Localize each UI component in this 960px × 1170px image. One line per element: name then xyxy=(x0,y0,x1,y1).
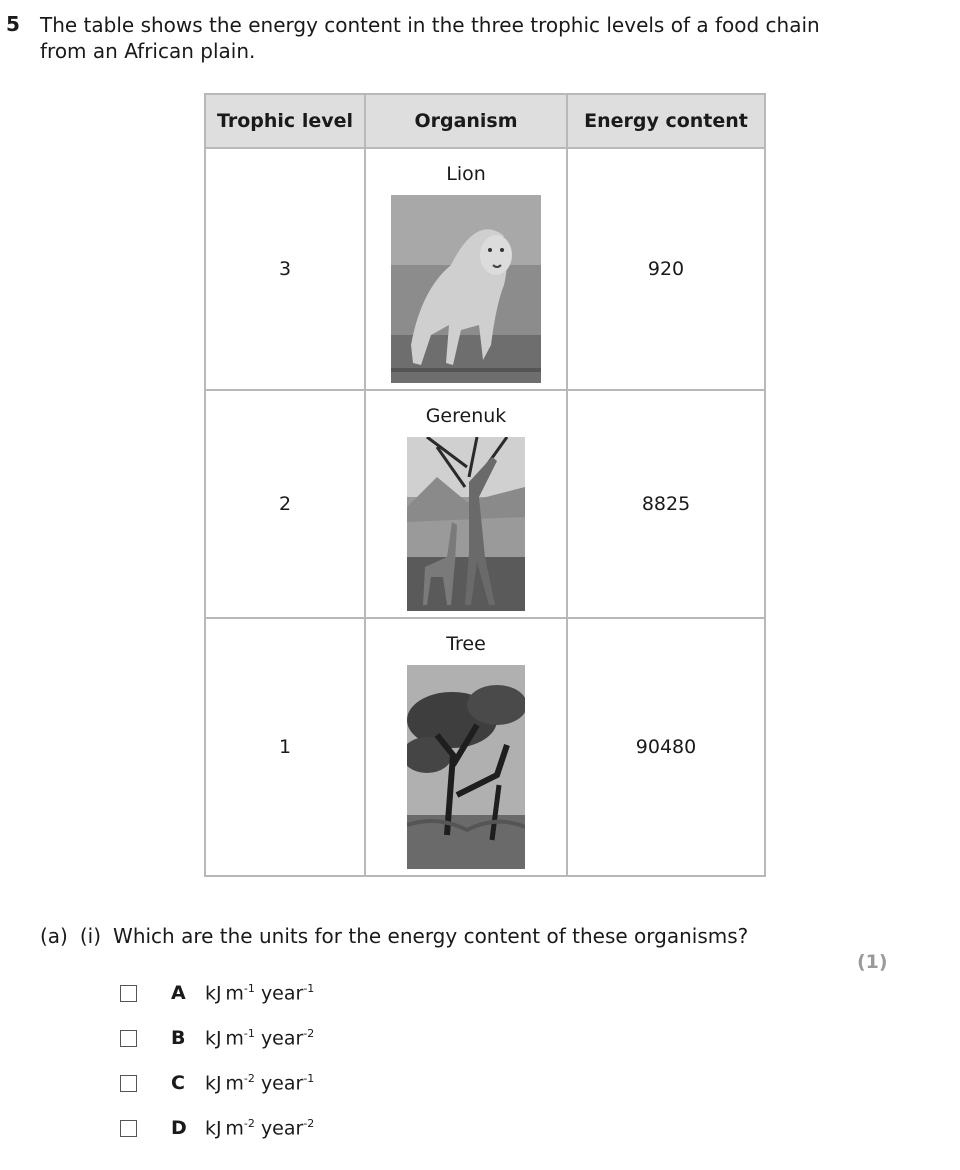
question-number: 5 xyxy=(6,12,20,36)
checkbox-d[interactable] xyxy=(120,1120,137,1137)
option-unit: kJ $m^{-2}$ year$^{-2}$ xyxy=(205,1116,315,1140)
checkbox-a[interactable] xyxy=(120,985,137,1002)
table-row xyxy=(205,390,765,618)
energy-cell: 90480 xyxy=(567,618,765,876)
header-organism: Organism xyxy=(365,94,567,148)
part-a-i-question xyxy=(40,924,748,948)
food-chain-table xyxy=(204,93,766,877)
trophic-level-cell: 3 xyxy=(205,148,365,390)
option-b[interactable] xyxy=(120,1023,314,1053)
energy-cell: 920 xyxy=(567,148,765,390)
energy-cell: 8825 xyxy=(567,390,765,618)
part-label-a: (a) xyxy=(40,924,68,948)
organism-name: Tree xyxy=(446,633,486,655)
organism-name: Lion xyxy=(446,163,486,185)
option-letter: B xyxy=(171,1027,186,1049)
marks-label: (1) xyxy=(857,951,888,973)
question-stem: The table shows the energy content in the three trophic levels of a food chain from an African plain. xyxy=(40,13,820,63)
table-row xyxy=(205,618,765,876)
checkbox-c[interactable] xyxy=(120,1075,137,1092)
gerenuk-photo xyxy=(407,437,525,611)
tree-photo xyxy=(407,665,525,869)
option-a[interactable] xyxy=(120,978,314,1008)
option-unit: kJ $m^{-2}$ year$^{-1}$ xyxy=(205,1071,315,1095)
checkbox-b[interactable] xyxy=(120,1030,137,1047)
organism-cell xyxy=(365,148,567,390)
header-trophic-level: Trophic level xyxy=(205,94,365,148)
option-c[interactable] xyxy=(120,1068,314,1098)
option-unit: kJ $m^{-1}$ year$^{-1}$ xyxy=(205,981,315,1005)
organism-name: Gerenuk xyxy=(425,405,507,427)
header-energy-content: Energy content xyxy=(567,94,765,148)
trophic-level-cell: 2 xyxy=(205,390,365,618)
organism-cell xyxy=(365,618,567,876)
option-letter: C xyxy=(171,1072,185,1094)
table-row xyxy=(205,148,765,390)
option-d[interactable] xyxy=(120,1113,314,1143)
table-header-row xyxy=(205,94,765,148)
option-unit: kJ $m^{-1}$ year$^{-2}$ xyxy=(205,1026,315,1050)
part-text: Which are the units for the energy content of these organisms? xyxy=(113,924,749,948)
option-letter: A xyxy=(171,982,186,1004)
trophic-level-cell: 1 xyxy=(205,618,365,876)
lion-photo xyxy=(391,195,541,383)
part-label-i: (i) xyxy=(79,924,102,948)
option-letter: D xyxy=(171,1117,187,1139)
organism-cell xyxy=(365,390,567,618)
